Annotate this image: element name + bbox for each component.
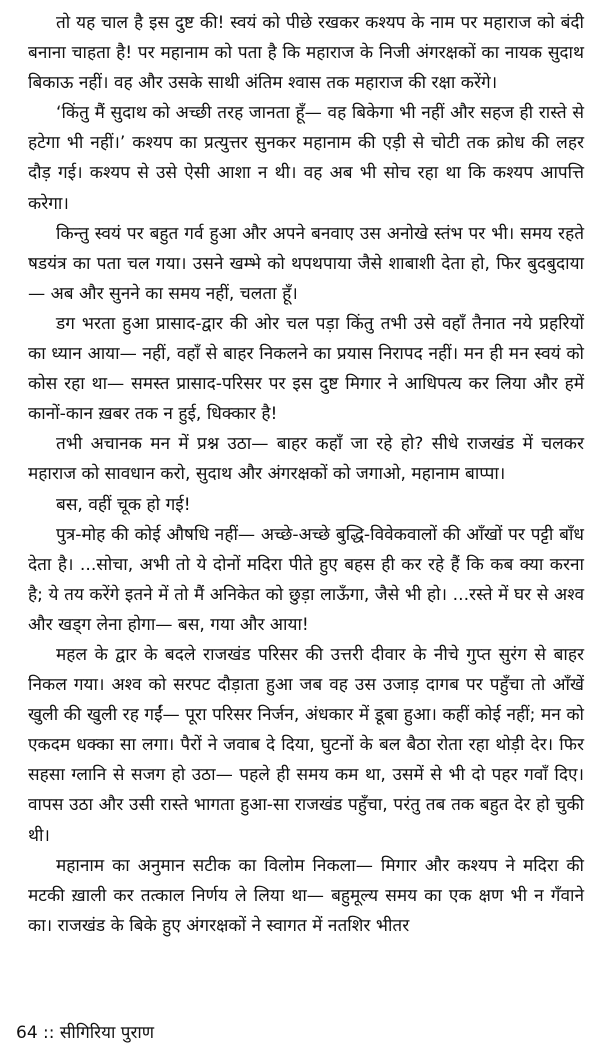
paragraph-6: बस, वहीं चूक हो गई!: [56, 494, 191, 515]
paragraph-9: महानाम का अनुमान सटीक का विलोम निकला— मिगार और कश्यप ने मदिरा की मटकी ख़ाली कर तत्काल निर्णय ले लिया था— बहुमूल्य समय का एक क्षण भी न गँवाने का। राजखंड के बिके हुए अंगरक्षकों ने स्वागत में नतशिर भीतर: [28, 855, 584, 936]
paragraph-8: महल के द्वार के बदले राजखंड परिसर की उत्तरी दीवार के नीचे गुप्त सुरंग से बाहर निकल गया। अश्व को सरपट दौड़ाता हुआ जब वह उस उजाड़ दागब पर पहुँचा तो आँखें खुली की खुली रह गईं— पूरा परिसर निर्जन, अंधकार में डूबा हुआ। कहीं कोई नहीं; मन को एकदम धक्का सा लगा। पैरों ने जवाब दे दिया, घुटनों के बल बैठा रोता रहा थोड़ी देर। फिर सहसा ग्लानि से सजग हो उठा— पहले ही समय कम था, उसमें से भी दो पहर गवाँ दिए। वापस उठा और उसी रास्ते भागता हुआ-सा राजखंड पहुँचा, परंतु तब तक बहुत देर हो चुकी थी।: [28, 644, 584, 846]
paragraph-5: तभी अचानक मन में प्रश्न उठा— बाहर कहाँ जा रहे हो? सीधे राजखंड में चलकर महाराज को सावधान करो, सुदाथ और अंगरक्षकों को जगाओ, महानाम बाप्पा।: [28, 434, 584, 485]
page-footer: 64 :: सीगिरिया पुराण: [16, 1023, 155, 1043]
paragraph-1: तो यह चाल है इस दुष्ट की! स्वयं को पीछे रखकर कश्यप के नाम पर महाराज को बंदी बनाना चाहता है! पर महानाम को पता है कि महाराज के निजी अंगरक्षकों का नायक सुदाथ बिकाऊ नहीं। वह और उसके साथी अंतिम श्वास तक महाराज की रक्षा करेंगे।: [28, 13, 584, 94]
paragraph-2: ‘किंतु मैं सुदाथ को अच्छी तरह जानता हूँ— वह बिकेगा भी नहीं और सहज ही रास्ते से हटेगा भी नहीं।’ कश्यप का प्रत्युत्तर सुनकर महानाम की एड़ी से चोटी तक क्रोध की लहर दौड़ गई। कश्यप से उसे ऐसी आशा न थी। वह अब भी सोच रहा था कि कश्यप आपत्ति करेगा।: [28, 103, 584, 214]
paragraph-4: डग भरता हुआ प्रासाद-द्वार की ओर चल पड़ा किंतु तभी उसे वहाँ तैनात नये प्रहरियों का ध्यान आया— नहीं, वहाँ से बाहर निकलने का प्रयास निरापद नहीं। मन ही मन स्वयं को कोस रहा था— समस्त प्रासाद-परिसर पर इस दुष्ट मिगार ने आधिपत्य कर लिया और हमें कानों-कान ख़बर तक न हुई, धिक्कार है!: [28, 313, 584, 425]
paragraph-3: किन्तु स्वयं पर बहुत गर्व हुआ और अपने बनवाए उस अनोखे स्तंभ पर भी। समय रहते षडयंत्र का पता चल गया। उसने खम्भे को थपथपाया जैसे शाबाशी देता हो, फिर बुदबुदाया— अब और सुनने का समय नहीं, चलता हूँ।: [28, 223, 584, 304]
page-body-text: [28, 8, 584, 941]
paragraph-7: पुत्र-मोह की कोई औषधि नहीं— अच्छे-अच्छे बुद्धि-विवेकवालों की आँखों पर पट्टी बाँध देता है। ...सोचा, अभी तो ये दोनों मदिरा पीते हुए बहस ही कर रहे हैं कि कब क्या करना है; ये तय करेंगे इतने में तो मैं अनिकेत को छुड़ा लाऊँगा, जैसे भी हो। ...रस्ते में घर से अश्व और खड्ग लेना होगा— बस, गया और आया!: [28, 524, 584, 635]
